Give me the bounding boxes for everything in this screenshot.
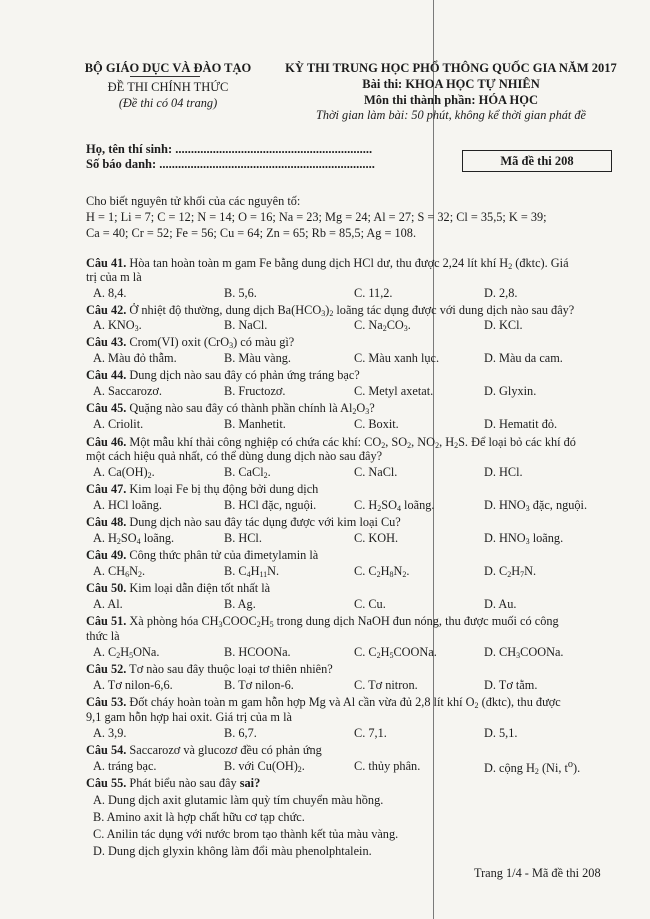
question-50-option-d: D. Au. [484, 597, 517, 611]
question-48-option-c: C. KOH. [354, 531, 399, 545]
question-mark: ? [254, 776, 261, 790]
question-number: Câu 43. [86, 335, 127, 349]
question-52-option-b: B. Tơ nilon-6. [224, 678, 294, 692]
question-47-option-a: A. HCl loãng. [93, 498, 162, 512]
question-44-option-a: A. Saccarozơ. [93, 384, 162, 398]
question-51-stem-cont: thức là [86, 629, 120, 643]
question-52-option-c: C. Tơ nitron. [354, 678, 418, 692]
question-50-stem: Câu 50. Kim loại dẫn điện tốt nhất là [86, 581, 271, 595]
question-47-option-d: D. $HNO_3$ đặc, nguội. [484, 498, 588, 513]
question-number: Câu 55. [86, 776, 127, 790]
question-41-option-a: A. 8,4. [93, 286, 127, 300]
question-53-stem-cont: 9,1 gam hỗn hợp hai oxit. Giá trị của m là [86, 710, 292, 724]
question-55-option-c: C. Anilin tác dụng với nước brom tạo thành kết tủa màu vàng. [93, 827, 399, 841]
question-42-option-c: C. $Na_2CO_3$. [354, 318, 411, 333]
page-fold-line [433, 0, 434, 919]
page-footer: Trang 1/4 - Mã đề thi 208 [474, 866, 601, 880]
question-54-option-d: D. cộng $H_2$ (Ni, $t^o$). [484, 759, 581, 777]
question-49-option-c: C. $C_2H_8N_2$. [354, 564, 410, 579]
question-number: Câu 46. [86, 435, 127, 449]
question-43-stem: Câu 43. Crom(VI) oxit (CrO$_3$) có màu gì? [86, 335, 295, 350]
pages-note: (Đề thi có 04 trang) [118, 96, 218, 110]
question-46-option-d: D. HCl. [484, 465, 523, 479]
question-45-stem: Câu 45. Quặng nào sau đây có thành phần chính là $Al_2O_3$? [86, 401, 375, 416]
question-41-option-c: C. 11,2. [354, 286, 393, 300]
question-45-option-c: C. Boxit. [354, 417, 399, 431]
question-50-option-c: C. Cu. [354, 597, 386, 611]
question-44-option-b: B. Fructozơ. [224, 384, 286, 398]
question-53-option-c: C. 7,1. [354, 726, 387, 740]
question-42-stem: Câu 42. Ở nhiệt độ thường, dung dịch $Ba(HCO_3)_2$ loãng tác dụng được với dung dịch nào sau đây? [86, 303, 575, 318]
question-51-option-b: B. HCOONa. [224, 645, 291, 659]
question-54-option-c: C. thủy phân. [354, 759, 421, 773]
question-number: Câu 52. [86, 662, 127, 676]
question-48-option-a: A. $H_2SO_4$ loãng. [93, 531, 175, 546]
question-44-option-c: C. Metyl axetat. [354, 384, 434, 398]
question-41-stem: Câu 41. Hòa tan hoàn toàn m gam Fe bằng dung dịch HCl dư, thu được 2,24 lít khí $H_2$ (đktc). Giá [86, 256, 569, 271]
question-54-option-a: A. tráng bạc. [93, 759, 157, 773]
question-55-option-a: A. Dung dịch axit glutamic làm quỳ tím chuyển màu hồng. [93, 793, 384, 807]
question-48-option-d: D. $HNO_3$ loãng. [484, 531, 564, 546]
question-55-option-b: B. Amino axit là hợp chất hữu cơ tạp chức. [93, 810, 305, 824]
question-48-option-b: B. HCl. [224, 531, 262, 545]
exam-time: Thời gian làm bài: 50 phút, không kể thời gian phát đề [316, 108, 586, 122]
question-41-option-d: D. 2,8. [484, 286, 518, 300]
question-number: Câu 45. [86, 401, 127, 415]
question-44-stem: Câu 44. Dung dịch nào sau đây có phản ứng tráng bạc? [86, 368, 360, 382]
question-48-stem: Câu 48. Dung dịch nào sau đây tác dụng được với kim loại Cu? [86, 515, 401, 529]
question-43-option-c: C. Màu xanh lục. [354, 351, 440, 365]
question-46-option-b: B. CaCl$_2$. [224, 465, 271, 480]
question-51-option-a: A. $C_2H_5ONa$. [93, 645, 160, 660]
question-46-stem: Câu 46. Một mẫu khí thải công nghiệp có chứa các khí: $CO_2$, $SO_2$, $NO_2$, $H_2S$. Để loại bỏ các khí đó [86, 435, 576, 450]
emphasis-word: sai [239, 776, 255, 790]
question-50-option-a: A. Al. [93, 597, 123, 611]
question-46-stem-cont: một cách hiệu quả nhất, có thể dùng dung dịch nào sau đây? [86, 449, 383, 463]
question-47-option-b: B. HCl đặc, nguội. [224, 498, 317, 512]
question-53-stem: Câu 53. Đốt cháy hoàn toàn m gam hỗn hợp Mg và Al cần vừa đủ 2,8 lít khí $O_2$ (đktc), thu được [86, 695, 561, 710]
ministry-underline [130, 76, 200, 77]
question-number: Câu 47. [86, 482, 127, 496]
question-45-option-a: A. Criolit. [93, 417, 144, 431]
candidate-number-field: Số báo danh: ..................................................................... [86, 157, 375, 171]
ministry-name: BỘ GIÁO DỤC VÀ ĐÀO TẠO [84, 61, 252, 75]
question-49-option-d: D. $C_2H_7N$. [484, 564, 537, 579]
question-55-stem: Câu 55. Phát biểu nào sau đây sai? [86, 776, 261, 790]
intro-line-1: Cho biết nguyên tử khối của các nguyên tố: [86, 194, 301, 208]
question-53-option-b: B. 6,7. [224, 726, 257, 740]
question-42-option-a: A. $KNO_3$. [93, 318, 142, 333]
question-42-option-d: D. KCl. [484, 318, 523, 332]
question-45-option-b: B. Manhetit. [224, 417, 286, 431]
question-number: Câu 51. [86, 614, 127, 628]
question-53-option-d: D. 5,1. [484, 726, 518, 740]
exam-test-name: Bài thi: KHOA HỌC TỰ NHIÊN [362, 77, 540, 91]
exam-subject: Môn thi thành phần: HÓA HỌC [363, 93, 538, 107]
question-52-option-a: A. Tơ nilon-6,6. [93, 678, 173, 692]
question-54-option-b: B. với $Cu(OH)_2$. [224, 759, 305, 774]
question-49-option-b: B. $C_4H_{11}N$. [224, 564, 280, 579]
question-51-option-d: D. $CH_3COONa$. [484, 645, 564, 660]
question-43-option-b: B. Màu vàng. [224, 351, 291, 365]
question-45-option-d: D. Hematit đỏ. [484, 417, 558, 431]
question-number: Câu 54. [86, 743, 127, 757]
question-41-stem-cont: trị của m là [86, 270, 142, 284]
question-55-option-d: D. Dung dịch glyxin không làm đổi màu phenolphtalein. [93, 844, 372, 858]
question-46-option-c: C. NaCl. [354, 465, 398, 479]
question-number: Câu 53. [86, 695, 127, 709]
question-43-option-d: D. Màu da cam. [484, 351, 563, 365]
question-46-option-a: A. $Ca(OH)_2$. [93, 465, 155, 480]
question-41-option-b: B. 5,6. [224, 286, 257, 300]
question-51-stem: Câu 51. Xà phòng hóa $CH_3COOC_2H_5$ trong dung dịch NaOH đun nóng, thu được muối có công [86, 614, 559, 629]
question-number: Câu 50. [86, 581, 127, 595]
question-number: Câu 49. [86, 548, 127, 562]
question-53-option-a: A. 3,9. [93, 726, 127, 740]
exam-code-box: Mã đề thi 208 [462, 150, 612, 172]
intro-line-2: H = 1; Li = 7; C = 12; N = 14; O = 16; Na = 23; Mg = 24; Al = 27; S = 32; Cl = 35,5; K = 39; [86, 210, 547, 224]
official-exam-label: ĐỀ THI CHÍNH THỨC [107, 80, 229, 94]
question-51-option-c: C. $C_2H_5COONa$. [354, 645, 437, 660]
question-number: Câu 48. [86, 515, 127, 529]
question-43-option-a: A. Màu đỏ thẫm. [93, 351, 177, 365]
question-49-option-a: A. $CH_6N_2$. [93, 564, 146, 579]
question-52-option-d: D. Tơ tằm. [484, 678, 538, 692]
question-52-stem: Câu 52. Tơ nào sau đây thuộc loại tơ thiên nhiên? [86, 662, 333, 676]
candidate-name-field: Họ, tên thí sinh: ............................................................... [86, 142, 373, 156]
question-47-stem: Câu 47. Kim loại Fe bị thụ động bởi dung dịch [86, 482, 319, 496]
question-42-option-b: B. NaCl. [224, 318, 268, 332]
question-50-option-b: B. Ag. [224, 597, 256, 611]
intro-line-3: Ca = 40; Cr = 52; Fe = 56; Cu = 64; Zn = 65; Rb = 85,5; Ag = 108. [86, 226, 417, 240]
question-47-option-c: C. $H_2SO_4$ loãng. [354, 498, 435, 513]
exam-title: KỲ THI TRUNG HỌC PHỔ THÔNG QUỐC GIA NĂM 2017 [285, 61, 617, 75]
question-number: Câu 44. [86, 368, 127, 382]
question-44-option-d: D. Glyxin. [484, 384, 537, 398]
question-number: Câu 41. [86, 256, 127, 270]
question-number: Câu 42. [86, 303, 127, 317]
question-49-stem: Câu 49. Công thức phân tử của đimetylamin là [86, 548, 319, 562]
question-54-stem: Câu 54. Saccarozơ và glucozơ đều có phản ứng [86, 743, 322, 757]
